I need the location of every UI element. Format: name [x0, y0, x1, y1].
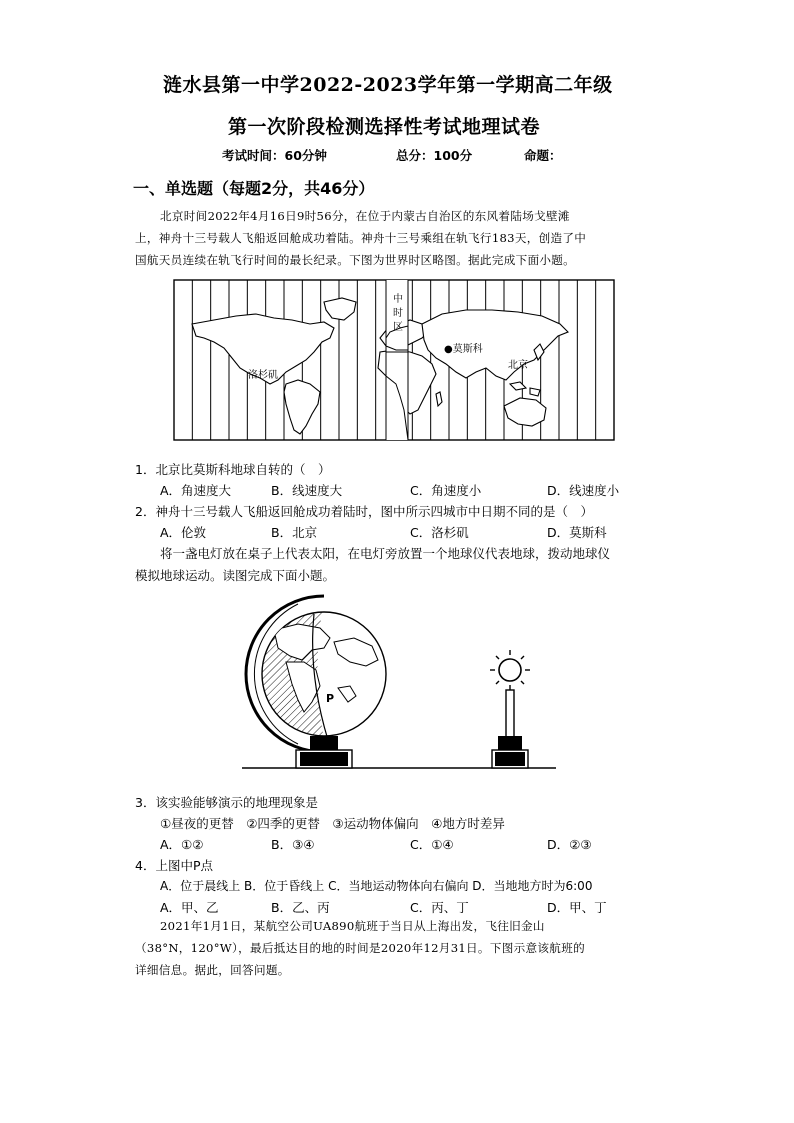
q1-stem: 1．北京比莫斯科地球自转的（ ）: [135, 462, 331, 477]
passage2-line1: 将一盏电灯放在桌子上代表太阳，在电灯旁放置一个地球仪代表地球，拨动地球仪: [160, 546, 611, 561]
globe-stand-collar: [310, 736, 338, 750]
passage1-line3: 国航天员连续在轨飞行时间的最长纪录。下图为世界时区略图。据此完成下面小题。: [135, 253, 576, 267]
lamp-pole: [506, 690, 514, 738]
passage2-line2: 模拟地球运动。读图完成下面小题。: [135, 568, 336, 583]
world-timezone-map: [174, 280, 614, 442]
q3-stem: 3．该实验能够演示的地理现象是: [135, 795, 318, 810]
passage1-line1: 北京时间2022年4月16日9时56分，在位于内蒙古自治区的东风着陆场戈壁滩: [160, 209, 570, 223]
total-score: 总分：100分: [396, 148, 473, 163]
q1-option-c[interactable]: C．角速度小: [410, 483, 482, 498]
q4-option-b[interactable]: B．乙、丙: [271, 900, 330, 915]
q2-stem: 2．神舟十三号载人飞船返回舱成功着陆时，图中所示四城市中日期不同的是（ ）: [135, 504, 593, 519]
section-heading: 一、单选题（每题2分，共46分）: [133, 179, 375, 198]
lamp: [490, 650, 530, 768]
author: 命题：: [524, 148, 562, 163]
q3-items: ①昼夜的更替 ②四季的更替 ③运动物体偏向 ④地方时差异: [160, 816, 505, 831]
q3-option-a[interactable]: A．①②: [160, 837, 204, 852]
point-p-label: P: [326, 692, 335, 705]
q3-option-b[interactable]: B．③④: [271, 837, 315, 852]
q1-option-a[interactable]: A．角速度大: [160, 483, 232, 498]
q2-option-b[interactable]: B．北京: [271, 525, 318, 540]
q4-stem: 4．上图中P点: [135, 858, 213, 873]
q1-option-b[interactable]: B．线速度大: [271, 483, 343, 498]
map-label-zhong: 中: [393, 294, 403, 305]
q4-option-a[interactable]: A．甲、乙: [160, 900, 219, 915]
lamp-collar: [498, 736, 522, 750]
q2-option-d[interactable]: D．莫斯科: [547, 525, 607, 540]
q3-option-c[interactable]: C．①④: [410, 837, 454, 852]
map-label-moscow: ●莫斯科: [444, 344, 483, 355]
passage3-line3: 详细信息。据此，回答问题。: [135, 963, 290, 977]
passage3-line1: 2021年1月1日，某航空公司UA890航班于当日从上海出发，飞往旧金山: [160, 919, 545, 933]
map-label-los-angeles: 洛杉矶: [248, 370, 278, 381]
map-label-qu: 区: [393, 322, 403, 333]
q2-option-a[interactable]: A．伦敦: [160, 525, 207, 540]
q4-option-d[interactable]: D．甲、丁: [547, 900, 607, 915]
passage1-line2: 上，神舟十三号载人飞船返回舱成功着陆。神舟十三号乘组在轨飞行183天，创造了中: [135, 231, 587, 245]
globe-stand-base-fill: [300, 752, 348, 766]
lamp-bulb: [499, 659, 521, 681]
q4-option-c[interactable]: C．丙、丁: [410, 900, 469, 915]
q1-option-d[interactable]: D．线速度小: [547, 483, 620, 498]
q2-option-c[interactable]: C．洛杉矶: [410, 525, 469, 540]
map-label-beijing: 北京: [508, 360, 528, 371]
exam-time: 考试时间：60分钟: [222, 148, 327, 163]
q3-option-d[interactable]: D．②③: [547, 837, 592, 852]
map-label-shi: 时: [393, 308, 403, 319]
exam-title-line1: 涟水县第一中学2022-2023学年第一学期高二年级: [163, 74, 613, 96]
globe-lamp-diagram: [238, 590, 558, 786]
exam-title-line2: 第一次阶段检测选择性考试地理试卷: [228, 116, 541, 138]
lamp-base-fill: [495, 752, 525, 766]
passage3-line2: （38°N，120°W），最后抵达目的地的时间是2020年12月31日。下图示意该航班的: [135, 941, 585, 955]
q4-items: A．位于晨线上 B．位于昏线上 C．当地运动物体向右偏向 D．当地地方时为6:00: [160, 879, 593, 893]
